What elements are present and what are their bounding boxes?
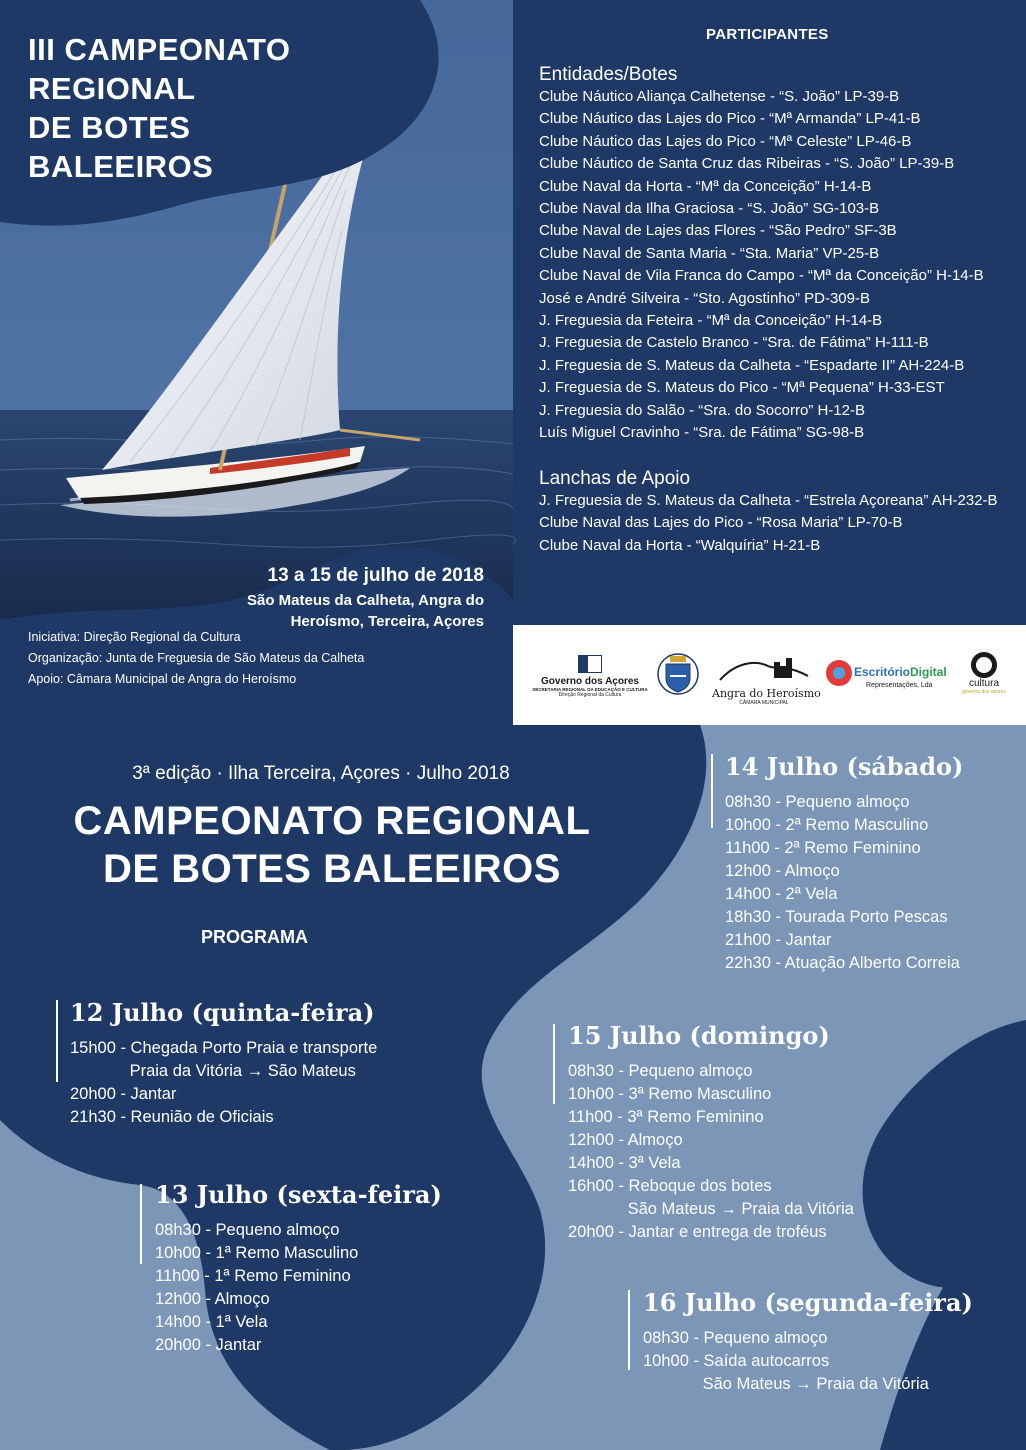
schedule-item: 10h00 - Saída autocarros [643,1352,830,1370]
day-block [155,1180,442,1357]
logo-angra [712,652,821,706]
schedule-item: 12h00 - Almoço [155,1290,270,1308]
entity-item: Clube Naval da Ilha Graciosa - “S. João” SG-103-B [539,200,880,218]
entity-item: José e André Silveira - “Sto. Agostinho” PD-309-B [539,289,870,307]
event-place-line: Heroísmo, Terceira, Açores [290,613,484,630]
skyline-icon [716,652,812,682]
support-item: Clube Naval das Lajes do Pico - “Rosa Maria” LP-70-B [539,514,903,532]
day-divider [628,1290,630,1370]
schedule-item: São Mateus → Praia da Vitória [643,1375,929,1393]
entity-item: Clube Náutico de Santa Cruz das Ribeiras - “S. João” LP-39-B [539,155,955,173]
schedule-item: 15h00 - Chegada Porto Praia e transporte [70,1039,378,1057]
day-block [70,998,377,1129]
logo-cultura-name: cultura [968,678,999,689]
day-heading: 14 Julho (sábado) [725,752,964,781]
credit-initiative: Iniciativa: Direção Regional da Cultura [28,630,241,644]
support-item: Clube Naval da Horta - “Walquíria” H-21-B [539,536,821,554]
credit-support: Apoio: Câmara Municipal de Angra do Heroísmo [28,672,297,686]
schedule-item: 16h00 - Reboque dos botes [568,1177,772,1195]
entity-item: Clube Naval de Santa Maria - “Sta. Maria” VP-25-B [539,244,880,262]
entities-list [539,86,984,445]
entity-item: Clube Náutico das Lajes do Pico - “Mª Armanda” LP-41-B [539,110,921,128]
schedule-item: 14h00 - 2ª Vela [725,885,838,903]
poster-title-line: DE BOTES [28,110,191,145]
participants-entities [539,64,984,445]
programme-subtitle: 3ª edição · Ilha Terceira, Açores · Julho 2018 [132,763,510,784]
logo-escritorio-name: EscritórioDigital [854,665,947,679]
schedule-item: 11h00 - 2ª Remo Feminino [725,839,921,857]
day-divider [553,1024,555,1104]
logo-angra-sub: CÂMARA MUNICIPAL [739,700,789,706]
schedule-item: 12h00 - Almoço [568,1131,683,1149]
poster-title-line: BALEEIROS [28,149,214,184]
schedule-item: 22h30 - Atuação Alberto Correia [725,954,960,972]
participants-title: PARTICIPANTES [706,26,829,43]
support-list [539,490,998,557]
poster-title-line: REGIONAL [28,71,196,106]
event-dates: 13 a 15 de julho de 2018 [267,565,484,586]
logo-governo-sub2: Direção Regional da Cultura [558,692,622,698]
poster-title-line: III CAMPEONATO [28,32,291,67]
schedule-item: 12h00 - Almoço [725,862,840,880]
logo-governo-sub1: SECRETARIA REGIONAL DA EDUCAÇÃO E CULTURA [532,687,648,692]
schedule-item: 20h00 - Jantar [70,1085,177,1103]
day-divider [140,1184,142,1264]
day-schedule [70,1037,377,1129]
day-heading: 15 Julho (domingo) [568,1021,830,1050]
day-schedule [568,1060,854,1244]
support-heading: Lanchas de Apoio [539,468,691,489]
logo-governo-acores [530,655,650,698]
poster-title [28,30,348,186]
support-item: J. Freguesia de S. Mateus da Calheta - “Estrela Açoreana” AH-232-B [539,492,998,509]
entity-item: J. Freguesia de Castelo Branco - “Sra. de Fátima” H-111-B [539,334,929,352]
programme-title [0,797,664,893]
event-place-line: São Mateus da Calheta, Angra do [247,592,484,609]
entity-item: J. Freguesia da Feteira - “Mª da Conceição” H-14-B [539,312,883,330]
schedule-item: 20h00 - Jantar e entrega de troféus [568,1223,827,1241]
day-block [643,1288,973,1396]
entities-heading: Entidades/Botes [539,64,678,85]
schedule-item: 08h30 - Pequeno almoço [725,793,910,811]
logo-cultura-sub: governo dos açores [962,689,1006,695]
day-schedule [155,1219,442,1357]
programme-title-line: CAMPEONATO REGIONAL [73,799,591,843]
schedule-item: 21h30 - Reunião de Oficiais [70,1108,274,1126]
logo-governo-name: Governo dos Açores [541,676,639,687]
entity-item: Clube Naval de Vila Franca do Campo - “Mª da Conceição” H-14-B [539,267,984,285]
event-place [204,590,484,632]
coat-of-arms-icon [655,650,701,702]
schedule-item: 10h00 - 2ª Remo Masculino [725,816,929,834]
schedule-item: 08h30 - Pequeno almoço [643,1329,828,1347]
day-block [725,752,963,975]
schedule-item: 08h30 - Pequeno almoço [568,1062,753,1080]
day-heading: 13 Julho (sexta-feira) [155,1180,442,1209]
day-heading: 16 Julho (segunda-feira) [643,1288,973,1317]
escritorio-circle-icon [826,660,852,686]
day-schedule [725,791,963,975]
schedule-item: 21h00 - Jantar [725,931,832,949]
schedule-item: Praia da Vitória → São Mateus [70,1062,356,1080]
day-heading: 12 Julho (quinta-feira) [70,998,375,1027]
credit-organization: Organização: Junta de Freguesia de São Mateus da Calheta [28,651,365,665]
schedule-item: 14h00 - 3ª Vela [568,1154,681,1172]
schedule-item: 10h00 - 1ª Remo Masculino [155,1244,359,1262]
entity-item: Clube Náutico das Lajes do Pico - “Mª Celeste” LP-46-B [539,132,912,150]
schedule-item: 20h00 - Jantar [155,1336,262,1354]
logo-escritorio-sub: Representações, Lda [866,682,933,689]
entity-item: J. Freguesia de S. Mateus da Calheta - “Espadarte II” AH-224-B [539,356,965,374]
day-divider [56,1000,58,1082]
entity-item: J. Freguesia do Salão - “Sra. do Socorro” H-12-B [539,401,865,419]
day-block [568,1021,854,1244]
cultura-ring-icon [971,652,997,678]
entity-item: J. Freguesia de S. Mateus do Pico - “Mª Pequena” H-33-EST [539,379,945,397]
schedule-item: 08h30 - Pequeno almoço [155,1221,340,1239]
programme-title-line: DE BOTES BALEEIROS [103,847,561,891]
schedule-item: 11h00 - 1ª Remo Feminino [155,1267,351,1285]
entity-item: Clube Naval de Lajes das Flores - “São Pedro” SF-3B [539,222,897,240]
programme-label: PROGRAMA [201,927,308,947]
credits [28,627,364,690]
schedule-item: 10h00 - 3ª Remo Masculino [568,1085,772,1103]
schedule-item: 14h00 - 1ª Vela [155,1313,268,1331]
schedule-item: 18h30 - Tourada Porto Pescas [725,908,948,926]
schedule-item: São Mateus → Praia da Vitória [568,1200,854,1218]
logo-angra-name: Angra do Heroísmo [712,687,821,700]
entity-item: Clube Náutico Aliança Calhetense - “S. João” LP-39-B [539,88,900,105]
logo-cultura [959,652,1009,695]
day-divider [711,754,713,828]
schedule-item: 11h00 - 3ª Remo Feminino [568,1108,764,1126]
flag-icon [578,655,602,673]
participants-support [539,468,998,557]
entity-item: Clube Naval da Horta - “Mª da Conceição” H-14-B [539,177,872,195]
day-schedule [643,1327,973,1396]
entity-item: Luís Miguel Cravinho - “Sra. de Fátima” SG-98-B [539,424,865,442]
